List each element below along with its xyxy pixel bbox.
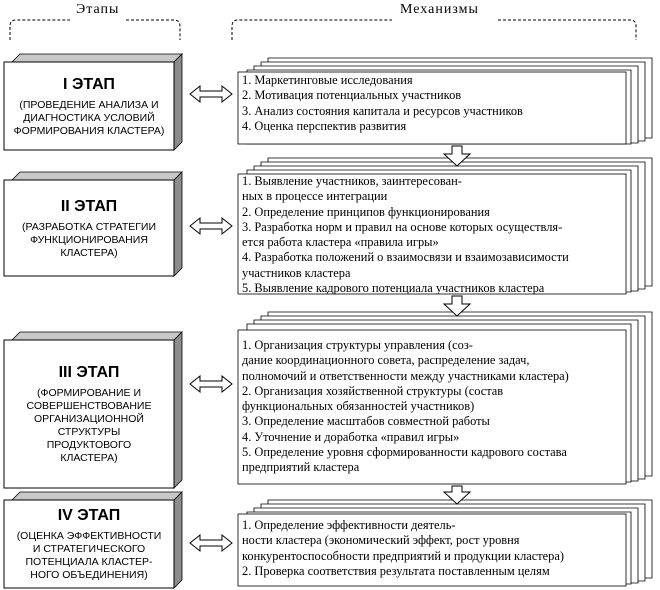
mechanism-item: 1. Выявление участников, заинтересован- <box>242 174 462 188</box>
mechanism-item: участников кластера <box>242 265 351 280</box>
stage-3-desc-line: ОРГАНИЗАЦИОННОЙ <box>33 413 144 425</box>
mechanism-item: конкурентоспособности предприятий и продукции кластера) <box>242 548 564 563</box>
mechanism-item: 2. Организация хозяйственной структуры (состав <box>242 383 504 398</box>
stage-3-desc <box>26 387 151 465</box>
stage-1 <box>4 62 174 150</box>
stages-brace <box>10 20 180 40</box>
stage-2-desc-line: ФУНКЦИОНИРОВАНИЯ <box>30 233 148 246</box>
mechanism-item: 5. Выявление кадрового потенциала участников кластера <box>242 281 545 296</box>
stage-3-desc-line: КЛАСТЕРА) <box>60 452 118 464</box>
mechanisms-list-3 <box>242 338 634 476</box>
link-arrow-4 <box>190 535 232 551</box>
mechanism-item: ется работа кластера «правила игры» <box>242 235 439 250</box>
stage-3-desc-line: (ФОРМИРОВАНИЕ И <box>36 387 141 399</box>
mechanism-item: 1. Организация структуры управления (соз- <box>242 338 473 352</box>
stage-4-desc-line: И СТРАТЕГИЧЕСКОГО <box>32 543 146 555</box>
stage-1-desc-line: ФОРМИРОВАНИЯ КЛАСТЕРА) <box>13 124 165 137</box>
stage-4-title: IV ЭТАП <box>57 507 121 524</box>
mechanism-item: 4. Уточнение и доработка «правил игры» <box>242 429 460 444</box>
mechanism-item: 2. Проверка соответствия результата поставленным целям <box>242 563 550 578</box>
stage-2 <box>4 180 174 276</box>
stage-2-desc-line: КЛАСТЕРА) <box>60 246 118 259</box>
mechanisms-brace <box>232 20 636 40</box>
stage-3 <box>4 340 174 488</box>
mechanism-item: 4. Разработка положений о взаимосвязи и взаимозависимости <box>242 250 569 265</box>
link-arrow-1 <box>190 86 232 102</box>
mechanism-item: ности кластера (экономический эффект, рост уровня <box>242 533 520 548</box>
stage-4-desc-line: (ОЦЕНКА ЭФФЕКТИВНОСТИ <box>16 530 162 542</box>
stage-2-title: II ЭТАП <box>60 197 118 215</box>
stage-3-desc-line: СТРУКТУРЫ <box>57 426 121 438</box>
mechanism-item: 1. Маркетинговые исследования <box>242 73 413 87</box>
link-arrow-3 <box>190 376 232 392</box>
mechanism-item: 3. Определение масштабов совместной работы <box>242 414 490 429</box>
mechanism-item: дание координационного совета, распределение задач, <box>242 353 530 368</box>
mechanism-item: ных в процессе интеграции <box>242 189 388 204</box>
stage-1-desc-line: (ПРОВЕДЕНИЕ АНАЛИЗА И <box>19 98 159 111</box>
stage-4 <box>4 500 174 588</box>
mechanisms-list-1 <box>242 73 634 134</box>
stages-header: Этапы <box>76 2 120 17</box>
mechanisms-header: Механизмы <box>400 2 479 17</box>
stage-1-title: I ЭТАП <box>63 75 115 93</box>
stage-4-desc <box>17 530 162 582</box>
mechanism-item: 5. Определение уровня сформированности кадрового состава <box>242 445 567 460</box>
stage-4-desc-line: НОГО ОБЪЕДИНЕНИЯ) <box>30 569 148 581</box>
mechanism-item: 3. Анализ состояния капитала и ресурсов участников <box>242 103 523 118</box>
stage-4-desc-line: ПОТЕНЦИАЛА КЛАСТЕР- <box>25 556 153 568</box>
stage-1-desc <box>14 99 165 138</box>
mechanism-item: 3. Разработка норм и правил на основе которых осуществля- <box>242 219 563 234</box>
mechanisms-list-4 <box>242 518 634 579</box>
stage-3-title: III ЭТАП <box>58 364 120 381</box>
stage-3-desc-line: СОВЕРШЕНСТВОВАНИЕ <box>26 400 152 412</box>
mechanism-item: 2. Мотивация потенциальных участников <box>242 88 462 103</box>
mechanism-item: 4. Оценка перспектив развития <box>242 118 407 133</box>
mechanism-item: функциональных обязанностей участников) <box>242 399 475 414</box>
link-arrow-2 <box>190 218 232 234</box>
mechanisms-list-2 <box>242 174 634 296</box>
mechanism-item: полномочий и ответственности между участниками кластера) <box>242 368 569 383</box>
mechanism-item: 2. Определение принципов функционирования <box>242 204 490 219</box>
mechanism-item: предприятий кластера <box>242 460 360 475</box>
mechanism-item: 1. Определение эффективности деятель- <box>242 518 456 532</box>
stage-1-desc-line: ДИАГНОСТИКА УСЛОВИЙ <box>23 111 155 124</box>
stage-2-desc-line: (РАЗРАБОТКА СТРАТЕГИИ <box>21 220 157 233</box>
stage-3-desc-line: ПРОДУКТОВОГО <box>46 439 132 451</box>
stage-2-desc <box>22 221 156 260</box>
